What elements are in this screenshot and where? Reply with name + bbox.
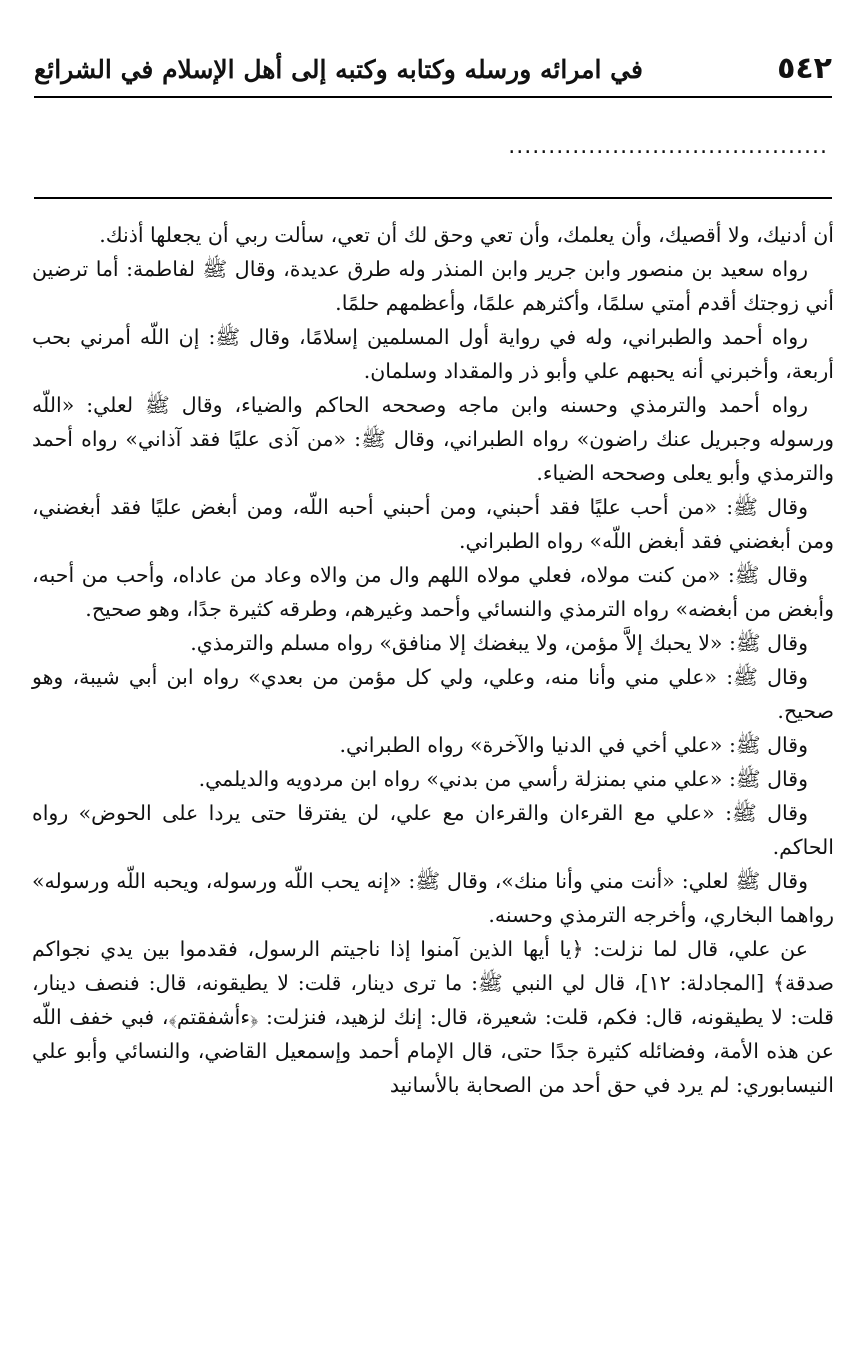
paragraph: وقال ﷺ: «علي مني بمنزلة رأسي من بدني» رواه ابن مردويه والديلمي. [198, 767, 808, 791]
paragraph: وقال ﷺ لعلي: «أنت مني وأنا منك»، وقال ﷺ: «إنه يحب اللّه ورسوله، ويحبه اللّه ورسوله» رواهما البخاري، وأخرجه الترمذي وحسنه. [32, 869, 834, 927]
page-header [34, 44, 832, 92]
paragraph: وقال ﷺ: «علي مني وأنا منه، وعلي، ولي كل مؤمن من بعدي» رواه ابن أبي شيبة، وهو صحيح. [32, 665, 834, 723]
paragraph: رواه أحمد والطبراني، وله في رواية أول المسلمين إسلامًا، وقال ﷺ: إن اللّه أمرني بحب أربعة، وأخبرني أنه يحبهم علي وأبو ذر والمقداد وسلمان. [32, 325, 834, 383]
paragraph: وقال ﷺ: «علي مع القرءان والقرءان مع علي، لن يفترقا حتى يردا على الحوض» رواه الحاكم. [32, 801, 834, 859]
paragraph: عن علي، قال لما نزلت: ﴿يا أيها الذين آمنوا إذا ناجيتم الرسول، فقدموا بين يدي نجواكم صدقة﴾ [المجادلة: ١٢]، قال لي النبي ﷺ: ما ترى دينار، قلت: لا يطيقونه، قال: فنصف دينار، قلت: لا يطيقونه، قال: فكم، قلت: شعيرة، قال: إنك لزهيد، فنزلت: ﴿ءأشفقتم﴾، فبي خفف اللّه عن هذه الأمة، وفضائله كثيرة جدًا حتى، قال الإمام أحمد وإسمعيل القاضي، والنسائي وأبو علي النيسابوري: لم يرد في حق أحد من الصحابة بالأسانيد [32, 937, 835, 1097]
header-rule [34, 96, 832, 98]
paragraph: رواه سعيد بن منصور وابن جرير وابن المنذر وله طرق عديدة، وقال ﷺ لفاطمة: أما ترضين أني زوجتك أقدم أمتي سلمًا، وأكثرهم علمًا، وأعظمهم حلمًا. [32, 257, 834, 315]
body-text [32, 218, 834, 1102]
page-number: ٥٤٢ [777, 51, 832, 86]
paragraph: وقال ﷺ: «لا يحبك إلاَّ مؤمن، ولا يبغضك إلا منافق» رواه مسلم والترمذي. [190, 631, 808, 655]
paragraph: وقال ﷺ: «من كنت مولاه، فعلي مولاه اللهم وال من والاه وعاد من عاداه، وأحب من أحبه، وأبغض من أبغضه» رواه الترمذي والنسائي وأحمد وغيرهم، وطرقه كثيرة جدًا، وهو صحيح. [32, 563, 834, 621]
paragraph: وقال ﷺ: «علي أخي في الدنيا والآخرة» رواه الطبراني. [339, 733, 808, 757]
footnote-dots: ........................................ [508, 134, 828, 159]
paragraph: وقال ﷺ: «من أحب عليًا فقد أحبني، ومن أحبني أحبه اللّه، ومن أبغض عليًا فقد أبغضني، ومن أبغضني فقد أبغض اللّه» رواه الطبراني. [32, 495, 834, 553]
running-title: في امرائه ورسله وكتابه وكتبه إلى أهل الإسلام في الشرائع [34, 55, 643, 84]
paragraph: أن أدنيك، ولا أقصيك، وأن يعلمك، وأن تعي وحق لك أن تعي، سألت ربي أن يجعلها أذنك. [99, 223, 834, 247]
paragraph: رواه أحمد والترمذي وحسنه وابن ماجه وصححه الحاكم والضياء، وقال ﷺ لعلي: «اللّه ورسوله وجبريل عنك راضون» رواه الطبراني، وقال ﷺ: «من آذى عليًا فقد آذاني» رواه أحمد والترمذي وأبو يعلى وصححه الضياء. [32, 393, 834, 485]
separator-rule [34, 197, 832, 199]
